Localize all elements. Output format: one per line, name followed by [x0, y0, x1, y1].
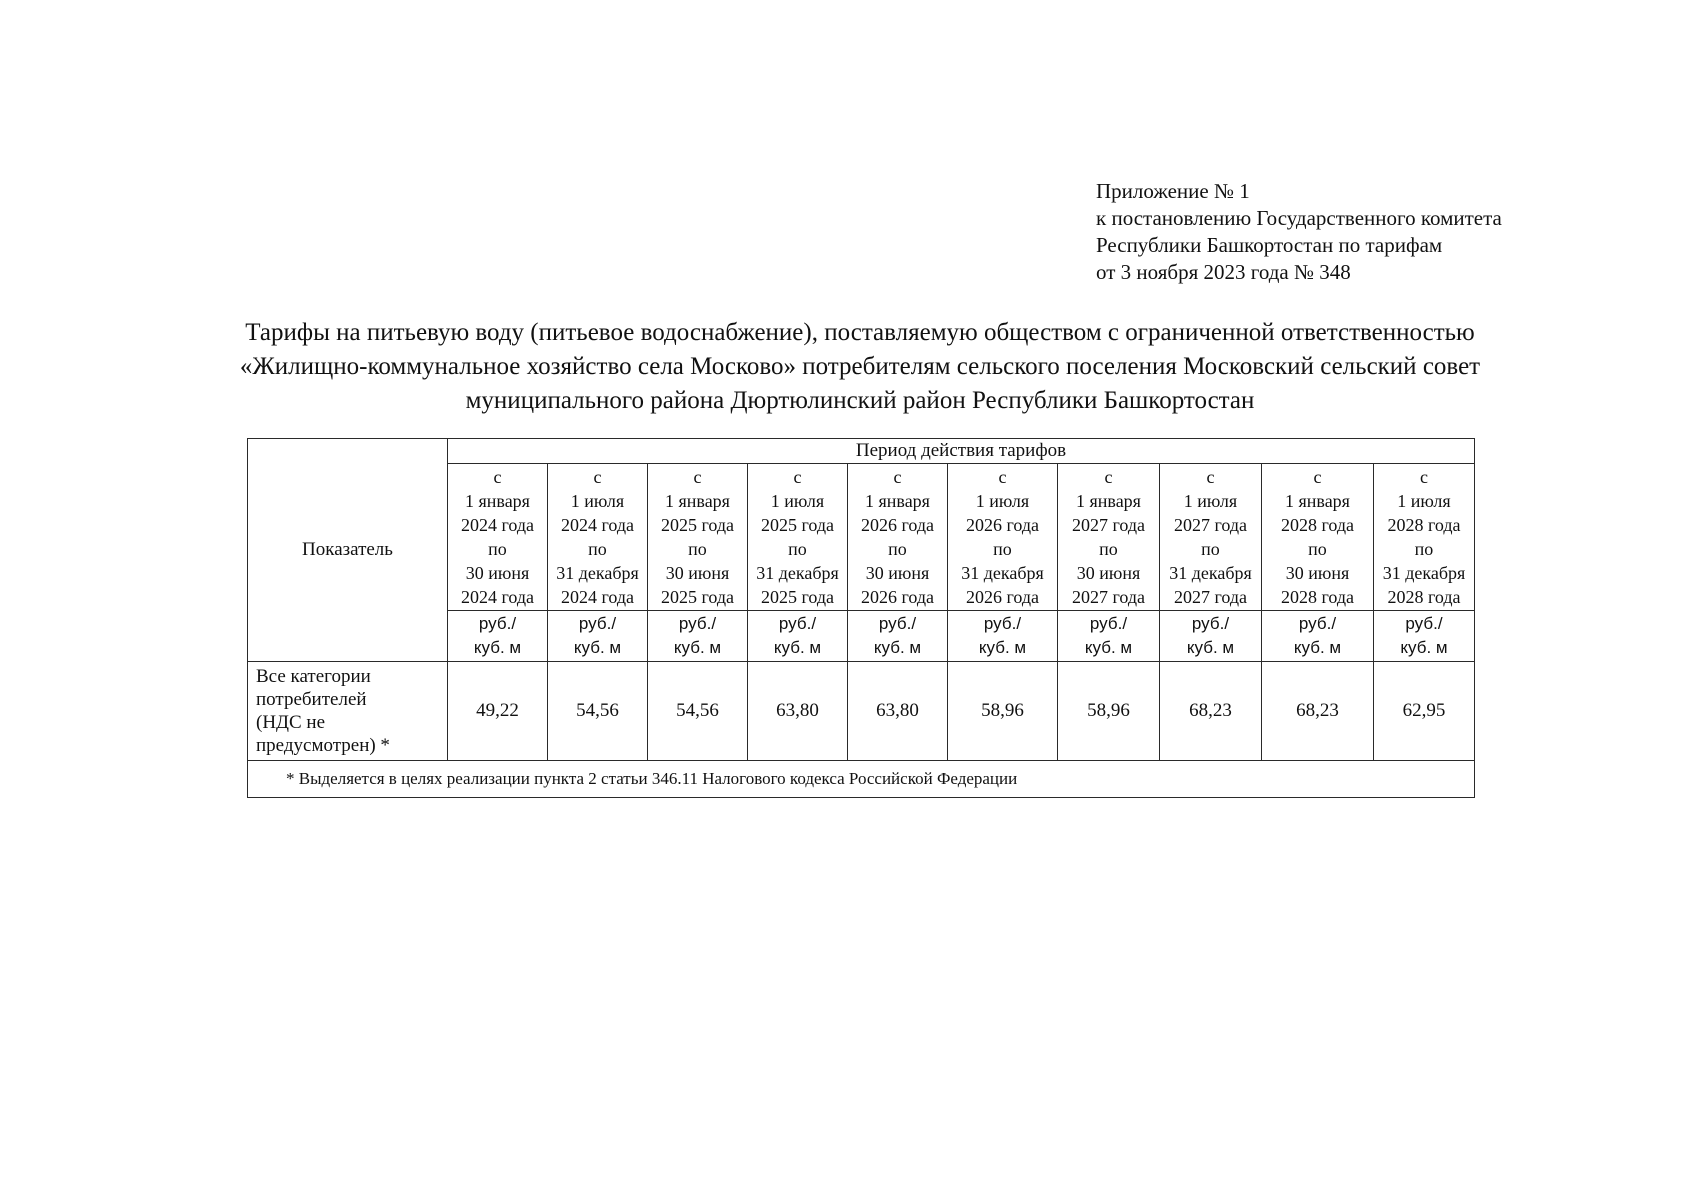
category-line: Все категории	[256, 666, 371, 687]
period-line: по	[1099, 539, 1118, 559]
period-line: 31 декабря	[556, 563, 639, 583]
period-line: 2028 года	[1387, 587, 1461, 607]
unit-line: куб. м	[1186, 638, 1235, 657]
unit-line: руб./	[578, 614, 617, 633]
unit-line: куб. м	[673, 638, 722, 657]
period-line: 2026 года	[965, 587, 1040, 607]
period-line: с	[1206, 467, 1215, 487]
period-line: 2027 года	[1071, 515, 1146, 535]
period-line: с	[793, 467, 802, 487]
title-line: муниципального района Дюртюлинский район Республики Башкортостан	[465, 387, 1255, 414]
category-line: предусмотрен) *	[256, 735, 390, 756]
unit-line: куб. м	[1293, 638, 1342, 657]
period-line: 2028 года	[1280, 515, 1355, 535]
period-line: 2025 года	[760, 587, 835, 607]
unit-line: руб./	[478, 614, 517, 633]
period-line: 1 января	[1285, 491, 1350, 511]
unit-cell	[1374, 611, 1475, 662]
footnote: * Выделяется в целях реализации пункта 2 статьи 346.11 Налогового кодекса Российской Федерации	[248, 761, 1475, 798]
period-cell	[648, 464, 748, 611]
appendix-block	[1096, 178, 1502, 286]
period-line: 30 июня	[1285, 563, 1350, 583]
period-line: 31 декабря	[756, 563, 839, 583]
tariff-value: 68,23	[1262, 662, 1374, 761]
period-line: 1 июля	[770, 491, 825, 511]
header-row	[248, 439, 1475, 464]
tariff-value: 58,96	[1058, 662, 1160, 761]
period-line: по	[888, 539, 907, 559]
table-body	[248, 439, 1475, 798]
tariff-value: 63,80	[748, 662, 848, 761]
period-line: 2024 года	[560, 587, 635, 607]
period-line: с	[1104, 467, 1113, 487]
unit-line: куб. м	[978, 638, 1027, 657]
tariff-value: 62,95	[1374, 662, 1475, 761]
unit-line: руб./	[1191, 614, 1230, 633]
category-line: (НДС не	[256, 712, 326, 733]
category-line: потребителей	[256, 689, 367, 710]
period-header: Период действия тарифов	[448, 439, 1475, 464]
unit-line: руб./	[678, 614, 717, 633]
period-line: по	[1201, 539, 1220, 559]
tariff-value: 54,56	[648, 662, 748, 761]
period-line: 31 декабря	[961, 563, 1044, 583]
period-line: 1 января	[1076, 491, 1141, 511]
period-line: 2025 года	[660, 515, 735, 535]
period-line: с	[593, 467, 602, 487]
period-line: 1 июля	[570, 491, 625, 511]
period-line: 2027 года	[1173, 587, 1248, 607]
unit-line: руб./	[1089, 614, 1128, 633]
title-line: «Жилищно-коммунальное хозяйство села Москово» потребителям сельского поселения Московский сельский совет	[239, 353, 1481, 380]
unit-cell	[648, 611, 748, 662]
period-cell	[1374, 464, 1475, 611]
period-line: 30 июня	[865, 563, 930, 583]
appendix-line: от 3 ноября 2023 года № 348	[1096, 260, 1351, 284]
unit-cell	[848, 611, 948, 662]
unit-line: куб. м	[873, 638, 922, 657]
appendix-line: Республики Башкортостан по тарифам	[1096, 233, 1443, 257]
tariff-value: 63,80	[848, 662, 948, 761]
period-line: с	[893, 467, 902, 487]
unit-line: куб. м	[1400, 638, 1448, 657]
unit-line: куб. м	[773, 638, 822, 657]
period-cell	[948, 464, 1058, 611]
unit-cell	[1058, 611, 1160, 662]
period-line: 1 января	[865, 491, 930, 511]
period-line: 2024 года	[560, 515, 635, 535]
period-line: по	[788, 539, 807, 559]
period-line: 1 января	[665, 491, 730, 511]
appendix-line: к постановлению Государственного комитета	[1096, 206, 1502, 230]
period-line: по	[488, 539, 507, 559]
period-line: по	[1414, 539, 1434, 559]
period-line: 2024 года	[460, 587, 535, 607]
period-line: по	[1308, 539, 1327, 559]
category-cell	[248, 662, 448, 761]
document-title	[120, 316, 1600, 418]
period-line: 2024 года	[460, 515, 535, 535]
period-cell	[748, 464, 848, 611]
period-cell	[848, 464, 948, 611]
period-line: 1 июля	[1183, 491, 1238, 511]
period-cell	[548, 464, 648, 611]
period-line: 2026 года	[965, 515, 1040, 535]
period-line: с	[998, 467, 1007, 487]
unit-line: руб./	[1405, 614, 1443, 633]
footnote-row	[248, 761, 1475, 798]
period-line: 2025 года	[660, 587, 735, 607]
period-line: 2028 года	[1280, 587, 1355, 607]
tariff-value: 49,22	[448, 662, 548, 761]
period-line: 30 июня	[465, 563, 530, 583]
period-line: по	[688, 539, 707, 559]
period-line: с	[693, 467, 702, 487]
unit-line: руб./	[1298, 614, 1337, 633]
unit-cell	[948, 611, 1058, 662]
period-line: по	[993, 539, 1012, 559]
period-line: 30 июня	[665, 563, 730, 583]
title-line: Тарифы на питьевую воду (питьевое водоснабжение), поставляемую обществом с ограниченной ответственностью	[245, 319, 1475, 346]
period-line: 2026 года	[860, 515, 935, 535]
tariff-value: 54,56	[548, 662, 648, 761]
period-line: с	[493, 467, 502, 487]
tariff-table	[247, 438, 1475, 798]
period-line: 2027 года	[1173, 515, 1248, 535]
period-cell	[1262, 464, 1374, 611]
period-line: 31 декабря	[1382, 563, 1466, 583]
unit-cell	[1160, 611, 1262, 662]
unit-line: куб. м	[573, 638, 622, 657]
period-line: 1 июля	[975, 491, 1030, 511]
period-line: 1 июля	[1397, 491, 1451, 511]
unit-cell	[448, 611, 548, 662]
period-line: 31 декабря	[1169, 563, 1252, 583]
appendix-line: Приложение № 1	[1096, 179, 1250, 203]
period-cell	[1058, 464, 1160, 611]
period-line: 1 января	[465, 491, 530, 511]
period-cell	[1160, 464, 1262, 611]
unit-cell	[548, 611, 648, 662]
unit-line: куб. м	[473, 638, 522, 657]
period-line: 2027 года	[1071, 587, 1146, 607]
unit-line: руб./	[878, 614, 917, 633]
period-line: 2026 года	[860, 587, 935, 607]
period-line: 2025 года	[760, 515, 835, 535]
unit-cell	[748, 611, 848, 662]
unit-cell	[1262, 611, 1374, 662]
tariff-value: 58,96	[948, 662, 1058, 761]
period-line: 2028 года	[1387, 515, 1461, 535]
period-line: с	[1313, 467, 1322, 487]
period-line: по	[588, 539, 607, 559]
period-line: с	[1420, 467, 1428, 487]
table-row	[248, 662, 1475, 761]
unit-line: руб./	[983, 614, 1022, 633]
period-cell	[448, 464, 548, 611]
unit-line: руб./	[778, 614, 817, 633]
indicator-header: Показатель	[248, 439, 448, 662]
unit-line: куб. м	[1084, 638, 1133, 657]
tariff-value: 68,23	[1160, 662, 1262, 761]
period-line: 30 июня	[1076, 563, 1141, 583]
